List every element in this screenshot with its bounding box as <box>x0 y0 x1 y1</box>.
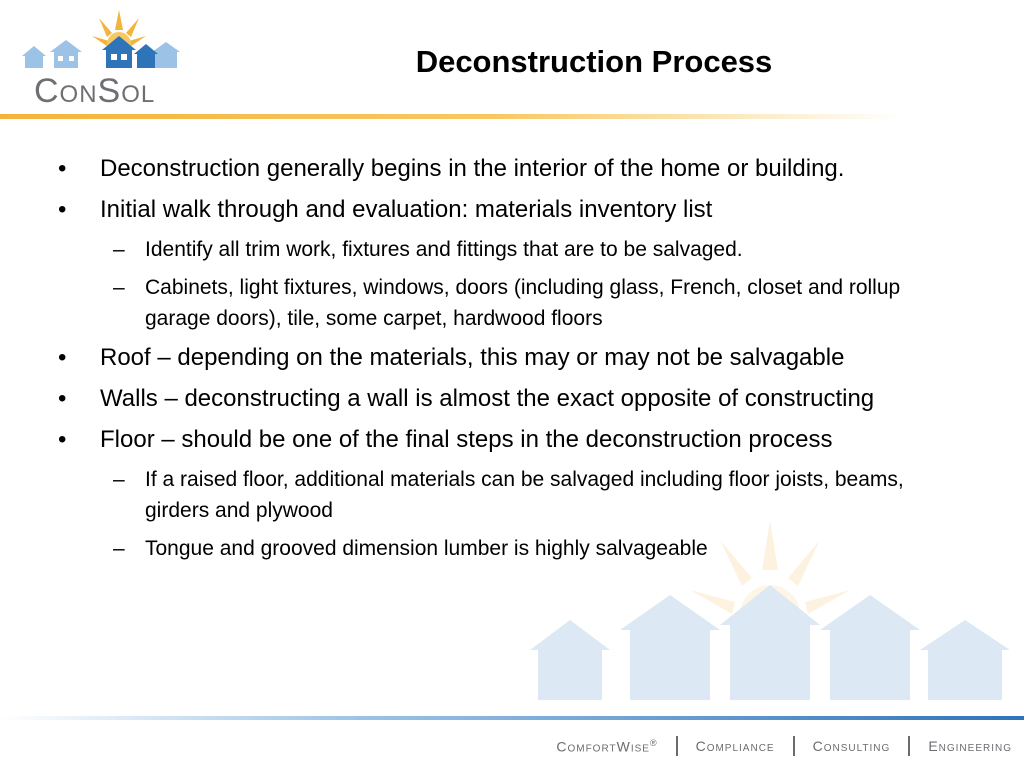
footer-separator <box>908 736 910 756</box>
consol-logo <box>14 8 184 108</box>
sub-bullet-item <box>58 533 958 564</box>
sub-bullet-item <box>58 464 958 526</box>
bullet-text: Walls – deconstructing a wall is almost the exact opposite of constructing <box>100 385 875 412</box>
sub-bullet-text: Identify all trim work, fixtures and fittings that are to be salvaged. <box>145 238 743 261</box>
page-title: Deconstruction Process <box>415 44 773 79</box>
footer-separator <box>676 736 678 756</box>
sub-bullet-text: If a raised floor, additional materials can be salvaged including floor joists, beams, girders and plywood <box>145 468 904 522</box>
bullet-text: Deconstruction generally begins in the interior of the home or building. <box>100 155 845 182</box>
footer-divider <box>0 716 1024 720</box>
bullet-item <box>58 193 958 227</box>
footer-consulting: Consulting <box>812 738 891 754</box>
bullet-list <box>58 152 958 571</box>
sub-bullet-marker: – <box>113 276 125 299</box>
header-divider <box>0 114 900 119</box>
bullet-item <box>58 152 958 186</box>
logo-wordmark: ConSol <box>34 72 156 110</box>
bullet-item <box>58 382 958 416</box>
footer-compliance: Compliance <box>695 738 775 754</box>
bullet-item <box>58 423 958 457</box>
footer-separator <box>793 736 795 756</box>
sub-bullet-marker: – <box>113 238 125 261</box>
bullet-marker: • <box>58 385 67 412</box>
bullet-text: Roof – depending on the materials, this may or may not be salvagable <box>100 344 845 371</box>
sub-bullet-item <box>58 272 958 334</box>
sub-bullet-text: Cabinets, light fixtures, windows, doors (including glass, French, closet and rollup garage doors), tile, some carpet, hardwood floors <box>145 276 901 330</box>
footer-tagline <box>556 736 1012 756</box>
bullet-text: Floor – should be one of the final steps in the deconstruction process <box>100 426 833 453</box>
sub-bullet-marker: – <box>113 468 125 491</box>
bullet-item <box>58 341 958 375</box>
sun-houses-icon <box>14 8 184 78</box>
bullet-text: Initial walk through and evaluation: materials inventory list <box>100 196 713 223</box>
bullet-marker: • <box>58 426 67 453</box>
bullet-marker: • <box>58 196 67 223</box>
footer-comfortwise: ComfortWise® <box>556 737 658 755</box>
sub-bullet-item <box>58 234 958 265</box>
sub-bullet-marker: – <box>113 537 125 560</box>
bullet-marker: • <box>58 344 67 371</box>
bullet-marker: • <box>58 155 67 182</box>
sub-bullet-text: Tongue and grooved dimension lumber is highly salvageable <box>145 537 708 560</box>
footer-engineering: Engineering <box>928 738 1012 754</box>
